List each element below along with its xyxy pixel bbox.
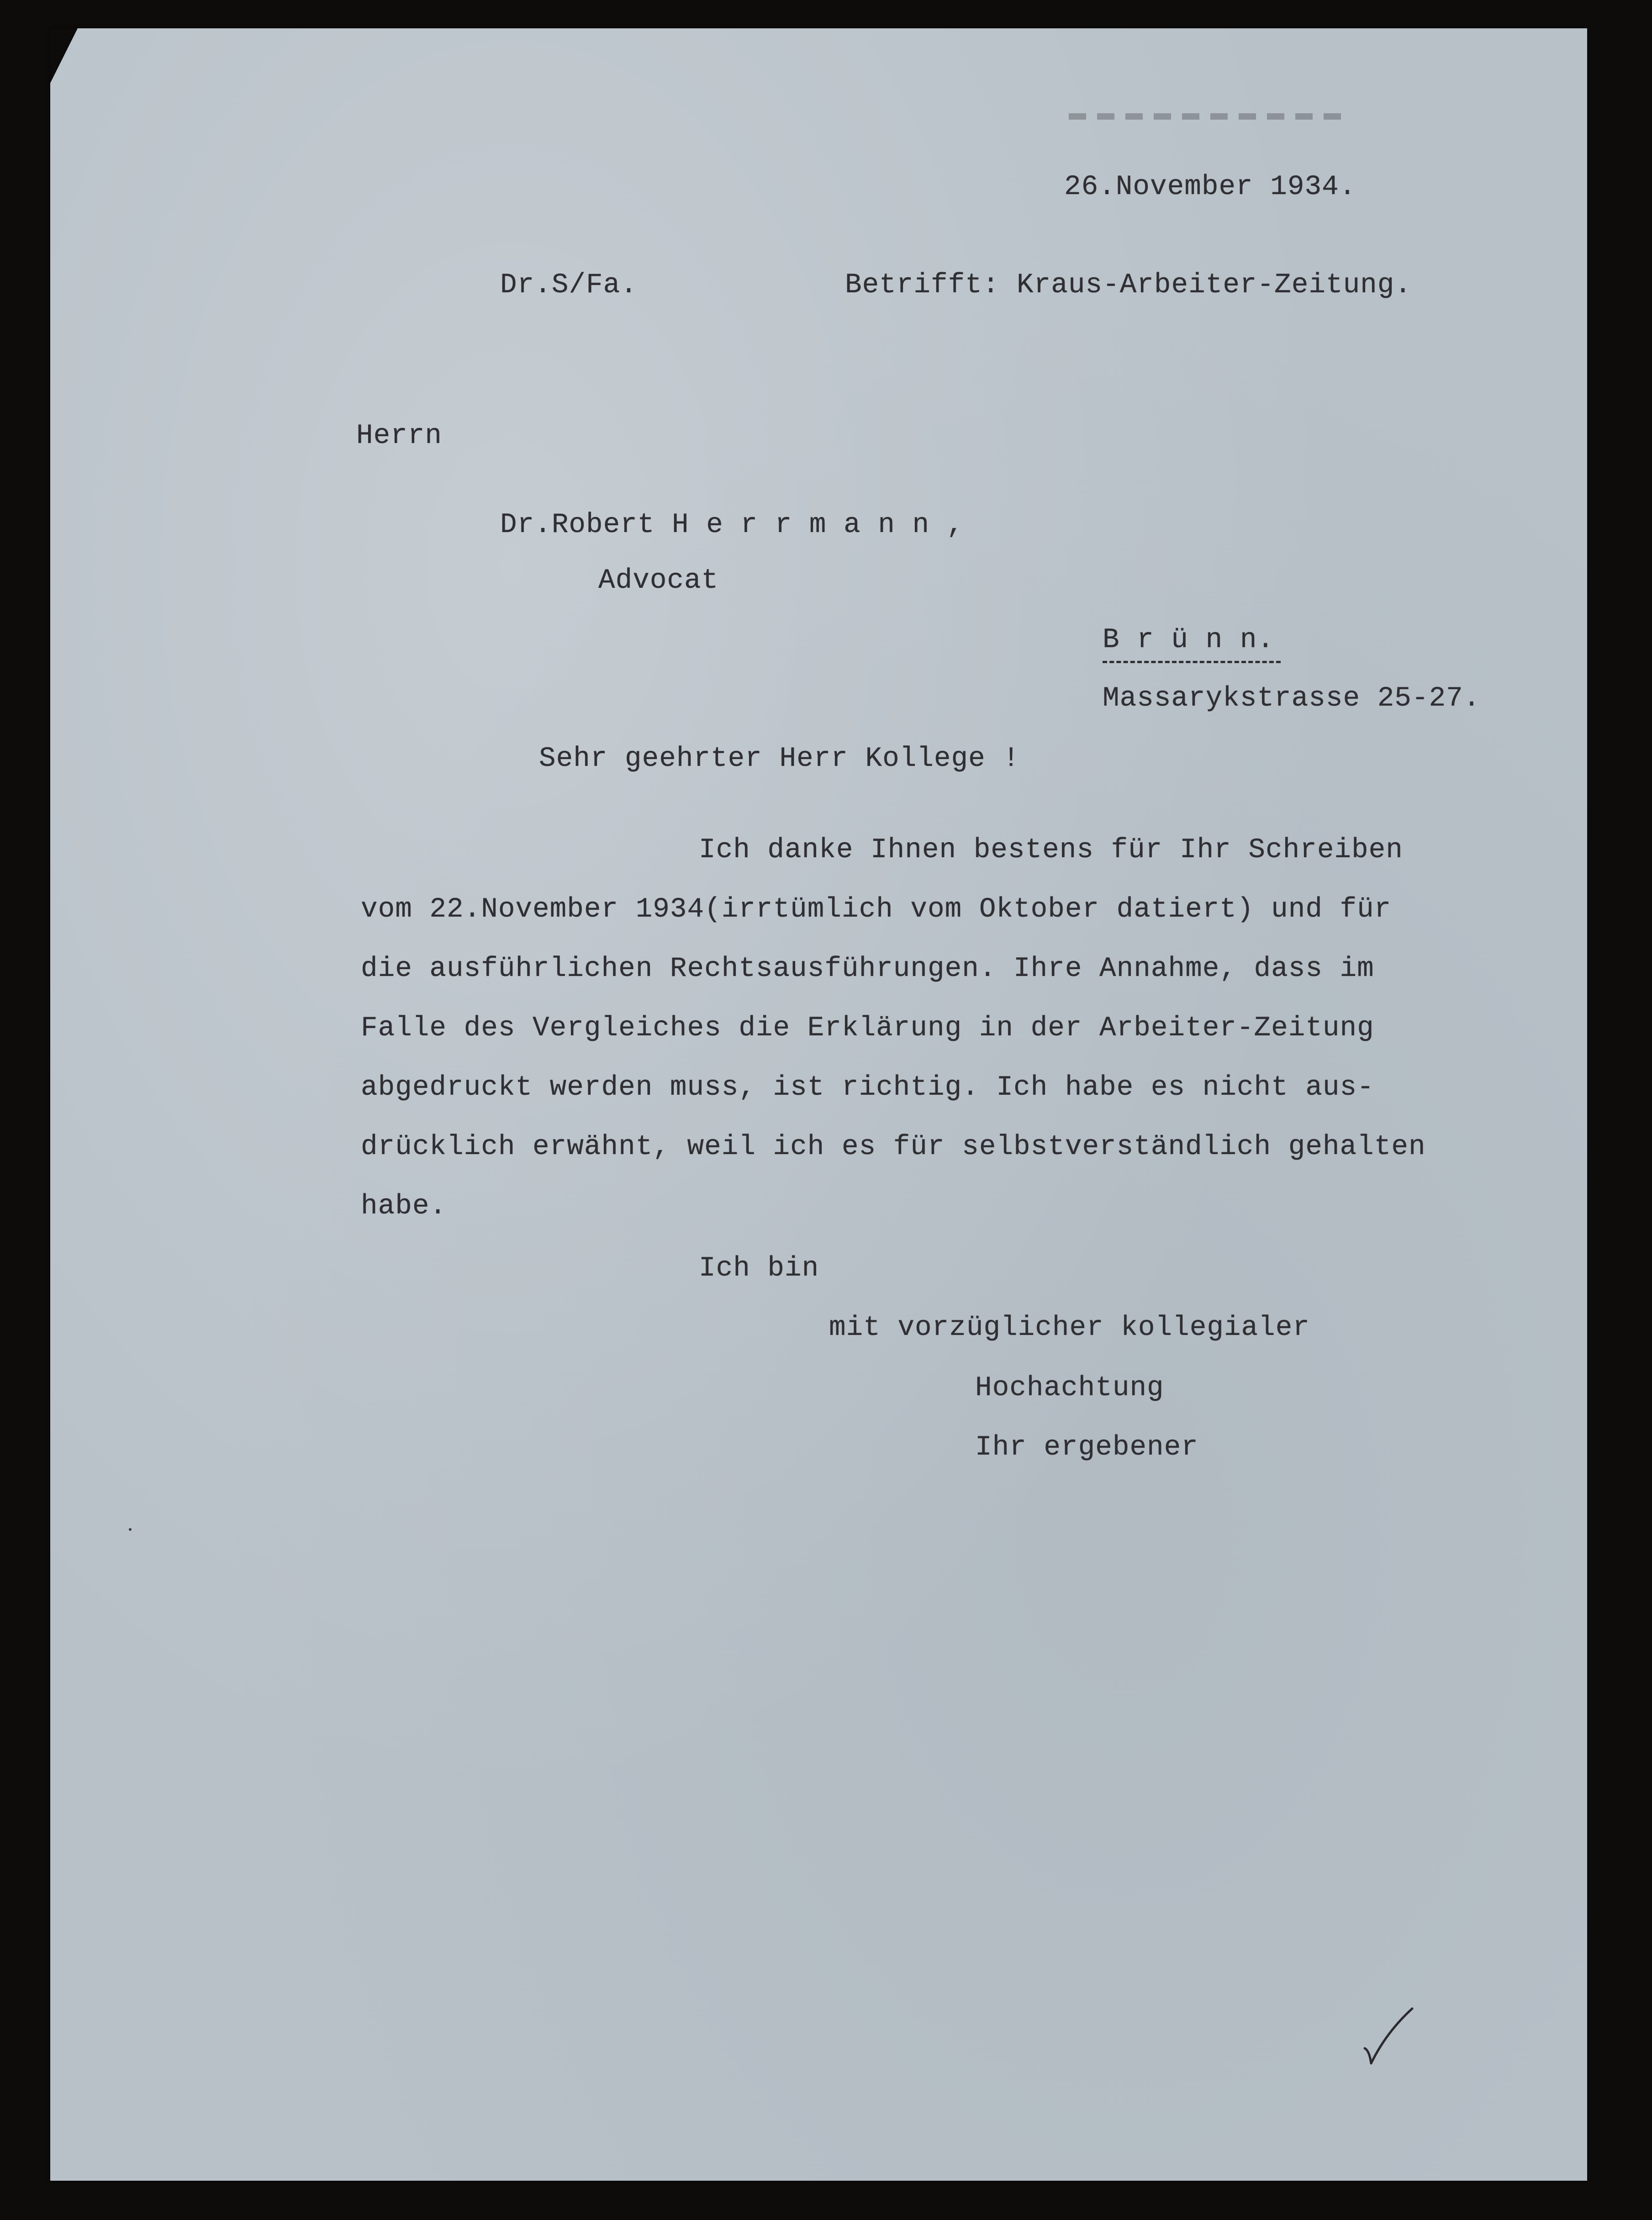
closing-line: Ihr ergebener [975, 1432, 1198, 1463]
closing-line: Ich bin [699, 1253, 819, 1284]
recipient-title: Advocat [598, 565, 719, 596]
greeting: Sehr geehrter Herr Kollege ! [539, 743, 1020, 775]
closing-line: Hochachtung [975, 1372, 1164, 1404]
body-line: drücklich erwähnt, weil ich es für selbstverständlich gehalten [361, 1131, 1426, 1163]
folded-corner [50, 28, 78, 83]
body-line: Falle des Vergleiches die Erklärung in der Arbeiter-Zeitung [361, 1012, 1374, 1044]
letter-date: 26.November 1934. [1064, 171, 1356, 203]
body-line: vom 22.November 1934(irrtümlich vom Oktober datiert) und für [361, 894, 1392, 925]
body-line: die ausführlichen Rechtsausführungen. Ihre Annahme, dass im [361, 953, 1374, 985]
body-line: Ich danke Ihnen bestens für Ihr Schreiben [699, 834, 1403, 866]
paper-speck [129, 1528, 132, 1531]
subject-line: Betrifft: Kraus-Arbeiter-Zeitung. [845, 269, 1412, 301]
body-line: habe. [361, 1191, 447, 1222]
body-line: abgedruckt werden muss, ist richtig. Ich habe es nicht aus- [361, 1072, 1374, 1103]
check-mark-icon [1361, 2005, 1416, 2069]
faint-header-marks [1069, 113, 1343, 120]
recipient-street: Massarykstrasse 25-27. [1103, 683, 1481, 714]
city-underline [1103, 661, 1281, 663]
closing-line: mit vorzüglicher kollegialer [829, 1312, 1310, 1344]
recipient-name: Dr.Robert H e r r m a n n , [500, 509, 964, 541]
reference-code: Dr.S/Fa. [500, 269, 638, 301]
recipient-city: B r ü n n. [1103, 624, 1275, 656]
recipient-salutation: Herrn [356, 420, 443, 452]
